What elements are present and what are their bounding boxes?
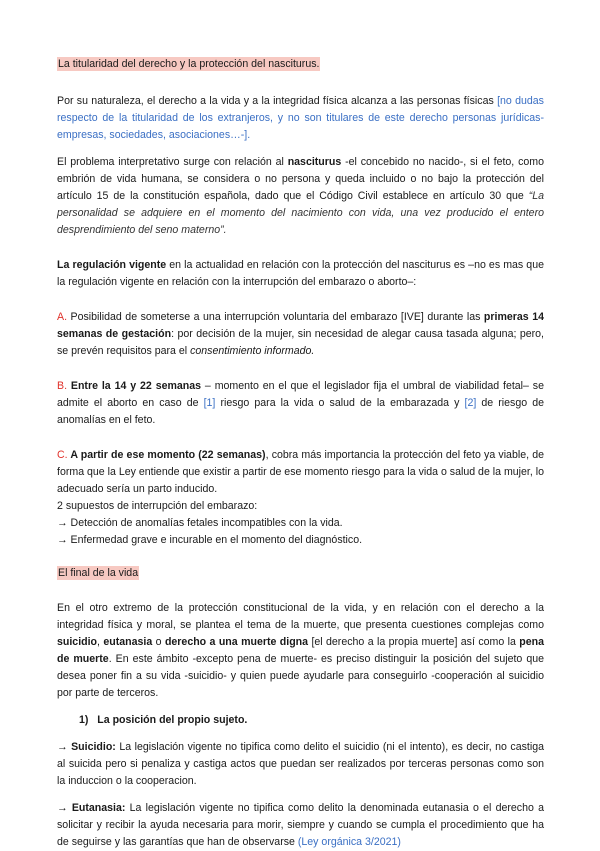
paragraph-eutanasia: → Eutanasia: La legislación vigente no tipifica como delito la denominada eutanasia o el derecho a solicitar y recibir la ayuda necesaria para morir, siempre y cuando se cumpla el procedimiento que ha de seguirse y las garantías que han de observarse (Ley orgánica 3/2021) (57, 802, 544, 848)
paragraph-titularidad: Por su naturaleza, el derecho a la vida y a la integridad física alcanza a las personas físicas [no dudas respecto de la titularidad de los extranjeros, y no son titulares de este derecho personas jurídicas- empresas, sociedades, asociaciones…-]. (57, 95, 544, 141)
codigo-civil-quote: “La personalidad se adquiere en el momento del nacimiento con vida, una vez producido el entero desprendimiento del seno materno”. (57, 190, 544, 236)
list-item-posicion: 1) La posición del propio sujeto. (79, 714, 248, 726)
supuesto-1: → Detección de anomalías fetales incompatibles con la vida. (57, 517, 343, 529)
section-heading-nasciturus: La titularidad del derecho y la protección del nasciturus. (58, 58, 320, 70)
section-heading-final-vida: El final de la vida (58, 567, 139, 579)
note-extranjeros: [no dudas respecto de la titularidad de los extranjeros, y no son titulares de este derecho personas jurídicas- empresas, sociedades, asociaciones…-]. (57, 95, 544, 141)
paragraph-suicidio: → Suicidio: La legislación vigente no tipifica como delito el suicidio (ni el intento), es decir, no castiga al suicida pero si penaliza y castiga actos que puedan ser realizados por terceras personas como son la induccion o la cooperacion. (57, 741, 544, 787)
paragraph-problema: El problema interpretativo surge con relación al nasciturus -el concebido no nacido-, si el feto, como embrión de vida humana, se considera o no persona y queda incluido o no bajo la protección del artículo 15 de la constitución española, dado que el Código Civil establece en artículo 30 que “La personalidad se adquiere en el momento del nacimiento con vida, una vez producido el entero desprendimiento del seno materno”. (57, 156, 544, 236)
paragraph-regulacion: La regulación vigente en la actualidad en relación con la protección del nasciturus es –no es mas que la regulación vigente en relación con la interrupción del embarazo o aborto–: (57, 259, 544, 288)
item-b: B. Entre la 14 y 22 semanas – momento en el que el legislador fija el umbral de viabilidad fetal– se admite el aborto en caso de [1] riesgo para la vida o salud de la embarazada y [2] de riesgo de anomalías en el feto. (57, 380, 545, 426)
supuesto-2: → Enfermedad grave e incurable en el momento del diagnóstico. (57, 534, 363, 546)
paragraph-final-vida: En el otro extremo de la protección constitucional de la vida, y en relación con el derecho a la integridad física y moral, se plantea el tema de la muerte, que presenta cuestiones complejas como suicidio, eutanasia o derecho a una muerte digna [el derecho a la propia muerte] así como la pena de muerte. En este ámbito -excepto pena de muerte- es preciso distinguir la posición del sujeto que desea poner fin a su vida -suicidio- y quien puede ayudarle para conseguirlo -cooperación al suicidio por parte de terceros. (57, 602, 544, 699)
document-page (57, 52, 544, 851)
supuestos-title: 2 supuestos de interrupción del embarazo: (57, 500, 258, 512)
ley-organica-ref: (Ley orgánica 3/2021) (297, 836, 401, 848)
item-a: A. Posibilidad de someterse a una interrupción voluntaria del embarazo [IVE] durante las primeras 14 semanas de gestación: por decisión de la mujer, sin necesidad de alegar causa tasada alguna; pero, se prevén requisitos para el consentimiento informado. (57, 311, 544, 357)
item-c: C. A partir de ese momento (22 semanas), cobra más importancia la protección del feto ya viable, de forma que la Ley entiende que existir a partir de ese momento riesgo para la vida o salud de la mujer, lo adecuado sería un parto inducido. (57, 449, 545, 495)
